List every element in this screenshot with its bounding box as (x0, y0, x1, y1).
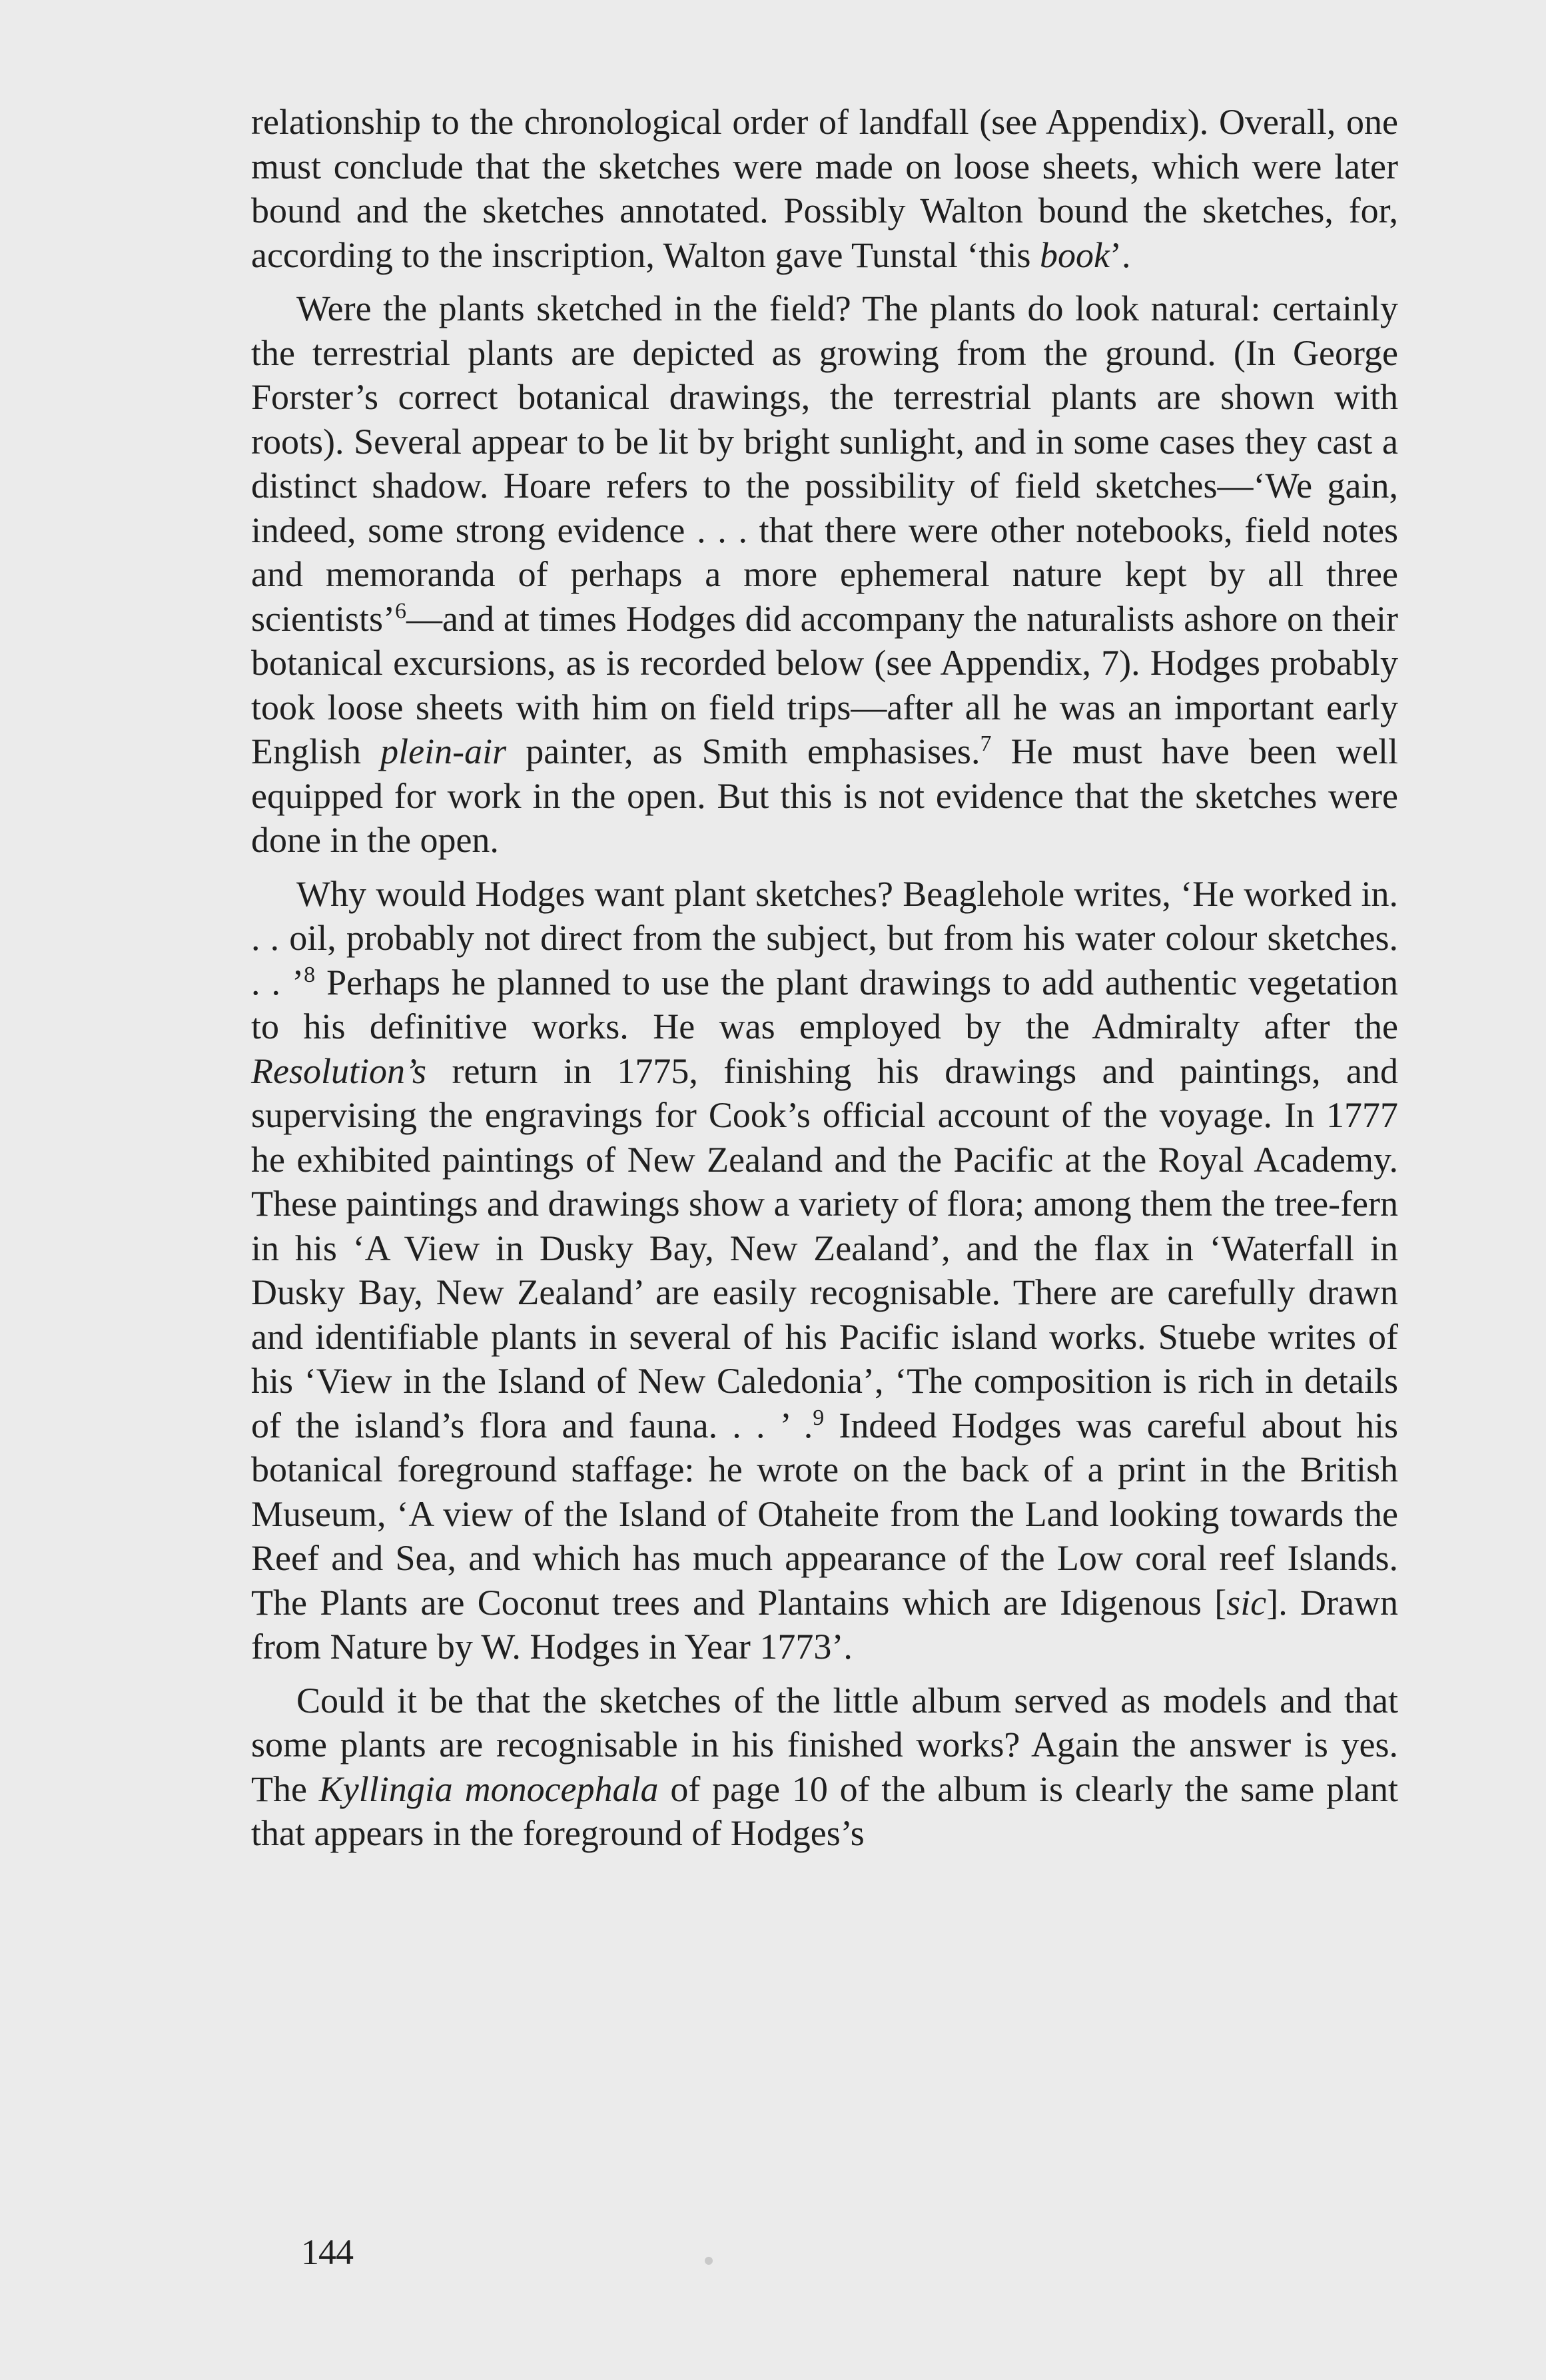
paragraph-2 (251, 286, 1398, 863)
p1-text-1: relationship to the chronological order of landfall (see Appendix). Overall, one must conclude that the sketches were made on loose sheets, which were later bound and the sketches annotated. Possibly Walton bound the sketches, for, according to the inscription, Walton gave Tunstal ‘this (251, 102, 1398, 275)
p1-italic-book: book (1040, 234, 1110, 275)
p1-text-2: ’. (1110, 234, 1131, 275)
p2-italic-plein-air: plein-air (380, 731, 507, 771)
footnote-ref-6: 6 (394, 598, 406, 623)
footnote-ref-9: 9 (813, 1405, 825, 1430)
p4-italic-kyllingia: Kyllingia monocephala (318, 1769, 659, 1809)
paragraph-4 (251, 1679, 1398, 1856)
p2-text-4: He must have been well equipped for work in the open. But this is not evidence that the sketches were done in the open. (251, 731, 1398, 860)
p3-italic-resolution: Resolution’s (251, 1050, 427, 1091)
p4-text-2: of page 10 of the album is clearly the same plant that appears in the foreground of Hodges’s (251, 1769, 1399, 1853)
p3-text-2: Perhaps he planned to use the plant drawings to add authentic vegetation to his definitive works. He was employed by the Admiralty after the (251, 962, 1399, 1046)
page-number: 144 (301, 2232, 353, 2272)
footnote-ref-8: 8 (304, 962, 316, 987)
p2-text-2: —and at times Hodges did accompany the naturalists ashore on their botanical excursions, as is recorded below (see Appendix, 7). Hodges probably took loose sheets with him on field trips—after all he was an important early English (251, 598, 1398, 771)
paper-speck (705, 2257, 713, 2265)
p3-text-1: Why would Hodges want plant sketches? Beaglehole writes, ‘He worked in. . . oil, probably not direct from the subject, but from his water colour sketches. . . ’ (251, 873, 1398, 1002)
p3-text-5: ]. Drawn from Nature by W. Hodges in Year 1773’. (251, 1582, 1398, 1667)
paragraph-3 (251, 872, 1398, 1669)
p3-italic-sic: sic (1226, 1582, 1267, 1623)
page-body (251, 100, 1398, 1856)
footnote-ref-7: 7 (980, 731, 992, 756)
paragraph-1 (251, 100, 1398, 277)
p4-text-1: Could it be that the sketches of the little album served as models and that some plants are recognisable in his finished works? Again the answer is yes. The (251, 1680, 1398, 1809)
p2-text-3: painter, as Smith emphasises. (506, 731, 980, 771)
p2-text-1: Were the plants sketched in the field? The plants do look natural: certainly the terrestrial plants are depicted as growing from the ground. (In George Forster’s correct botanical drawings, the terrestrial plants are shown with roots). Several appear to be lit by bright sunlight, and in some cases they cast a distinct shadow. Hoare refers to the possibility of field sketches—‘We gain, indeed, some strong evidence . . . that there were other notebooks, field notes and memoranda of perhaps a more ephemeral nature kept by all three scientists’ (251, 288, 1398, 639)
p3-text-4: Indeed Hodges was careful about his botanical foreground staffage: he wrote on the back of a print in the British Museum, ‘A view of the Island of Otaheite from the Land looking towards the Reef and Sea, and which has much appearance of the Low coral reef Islands. The Plants are Coconut trees and Plantains which are Idigenous [ (251, 1405, 1398, 1623)
p3-text-3: return in 1775, finishing his drawings and paintings, and supervising the engravings for Cook’s official account of the voyage. In 1777 he exhibited paintings of New Zealand and the Pacific at the Royal Academy. These paintings and drawings show a variety of flora; among them the tree-fern in his ‘A View in Dusky Bay, New Zealand’, and the flax in ‘Waterfall in Dusky Bay, New Zealand’ are easily recognisable. There are carefully drawn and identifiable plants in several of his Pacific island works. Stuebe writes of his ‘View in the Island of New Caledonia’, ‘The composition is rich in details of the island’s flora and fauna. . . ’ . (251, 1050, 1398, 1445)
